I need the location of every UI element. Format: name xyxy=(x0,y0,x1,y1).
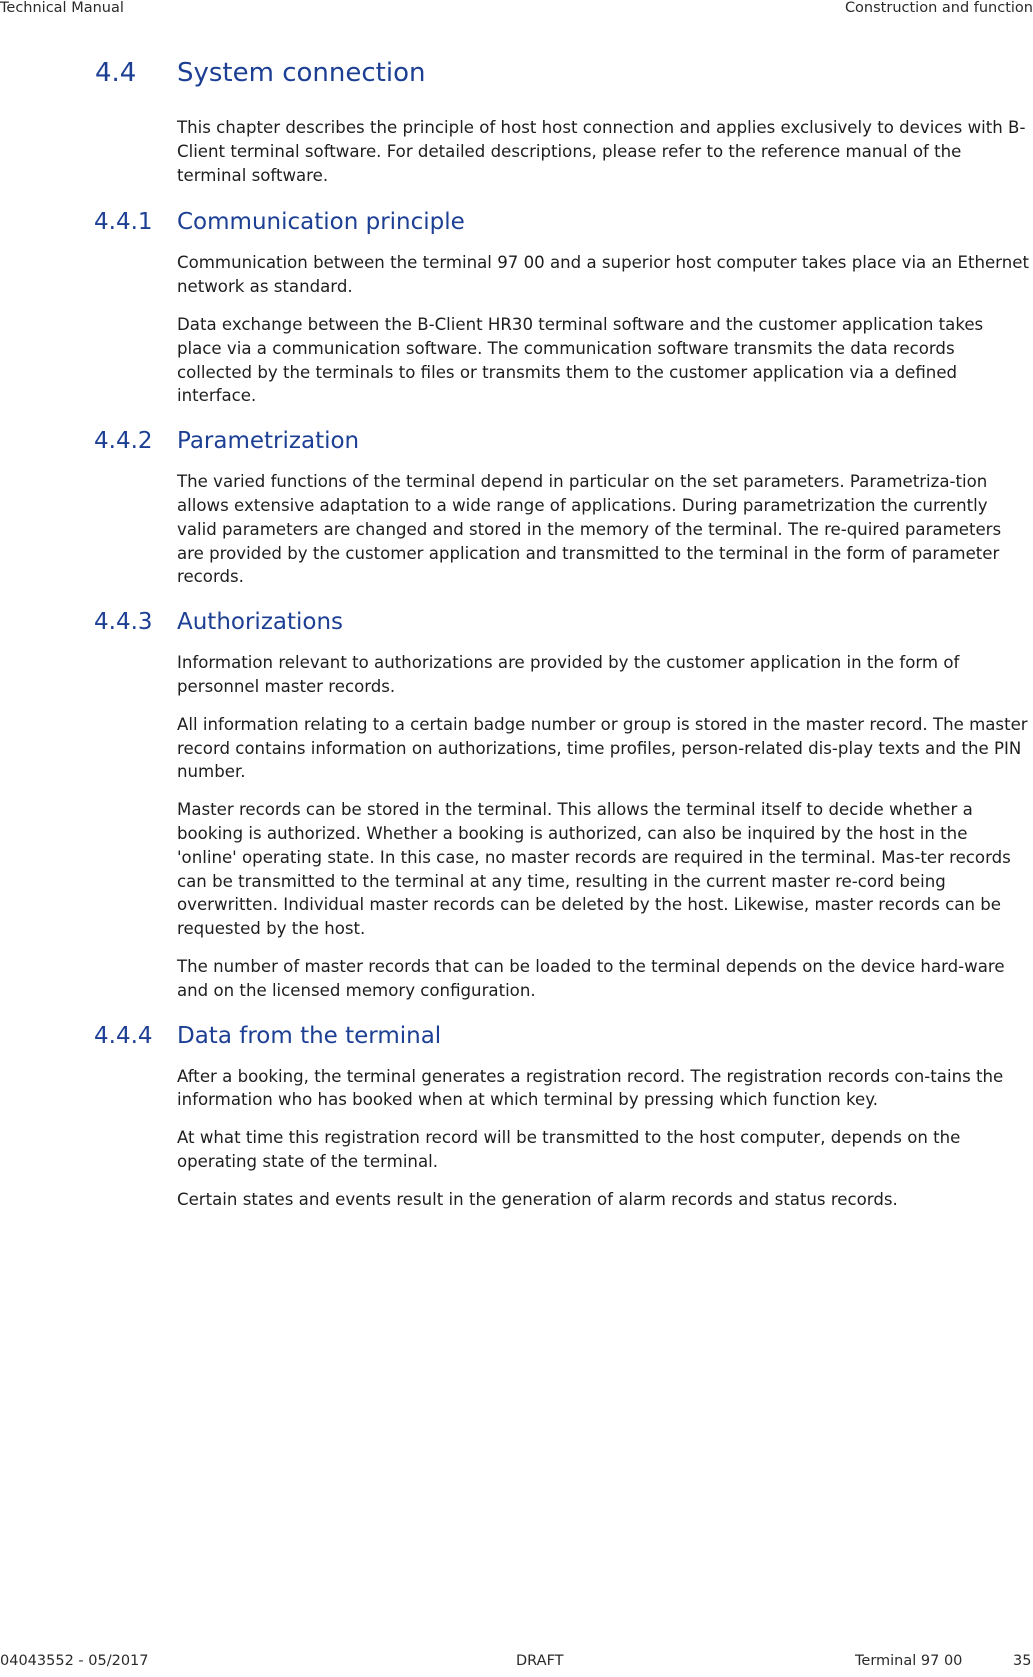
header-chapter: Construction and function xyxy=(844,0,1033,16)
paragraph: This chapter describes the principle of host host connection and applies exclusively to devices with B-Client terminal software. For detailed descriptions, please refer to the reference manual of the terminal software. xyxy=(177,118,1026,185)
paragraph: At what time this registration record will be transmitted to the host computer, depends on the operating state of the terminal. xyxy=(177,1128,961,1171)
paragraph: After a booking, the terminal generates a registration record. The registration records con-tains the information who has booked when at which terminal by pressing which function key. xyxy=(177,1066,1004,1110)
section-system-connection xyxy=(0,58,1033,187)
section-number: 4.4.3 xyxy=(94,609,153,636)
section-body xyxy=(177,116,1032,187)
section-heading xyxy=(0,609,1033,649)
section-body xyxy=(177,251,1032,408)
section-number: 4.4.4 xyxy=(94,1022,153,1049)
section-data-from-terminal xyxy=(0,1023,1033,1212)
section-title: Communication principle xyxy=(177,209,465,236)
section-number: 4.4.2 xyxy=(94,428,153,455)
section-heading xyxy=(0,209,1033,249)
section-heading xyxy=(0,58,1033,98)
section-title: Parametrization xyxy=(177,428,360,455)
page-footer xyxy=(0,1653,1033,1677)
paragraph: Master records can be stored in the terminal. This allows the terminal itself to decide whether a booking is authorized. Whether a booking is authorized, can also be inquired by the host in the 'online' operating state. In this case, no master records are required in the terminal. Mas-ter records can be transmitted to the terminal at any time, resulting in the current master re-cord being overwritten. Individual master records can be deleted by the host. Likewise, master records can be requested by the host. xyxy=(177,800,1011,939)
section-number: 4.4.1 xyxy=(94,209,153,236)
header-doc-type: Technical Manual xyxy=(0,0,124,16)
page-number: 35 xyxy=(1013,1653,1032,1669)
section-title: System connection xyxy=(177,58,426,88)
section-body xyxy=(177,1065,1032,1212)
section-authorizations xyxy=(0,609,1033,1002)
paragraph: The varied functions of the terminal depend in particular on the set parameters. Parametriza-tion allows extensive adaptation to a wide range of applications. During parametrization the currently valid parameters are changed and stored in the memory of the terminal. The re-quired parameters are provided by the customer application and transmitted to the terminal in the form of parameter records. xyxy=(177,472,1002,587)
paragraph: Data exchange between the B-Client HR30 terminal software and the customer application takes place via a communication software. The communication software transmits the data records collected by the terminals to files or transmits them to the customer application via a defined interface. xyxy=(177,314,984,406)
paragraph: All information relating to a certain badge number or group is stored in the master record. The master record contains information on authorizations, time profiles, person-related dis-play texts and the PIN number. xyxy=(177,714,1028,782)
section-number: 4.4 xyxy=(95,58,137,88)
paragraph: The number of master records that can be loaded to the terminal depends on the device hard-ware and on the licensed memory configuration. xyxy=(177,956,1005,1000)
paragraph: Certain states and events result in the generation of alarm records and status records. xyxy=(177,1189,898,1209)
section-communication-principle xyxy=(0,209,1033,408)
page-header xyxy=(0,0,1033,20)
footer-status: DRAFT xyxy=(516,1653,564,1669)
footer-product: Terminal 97 00 xyxy=(855,1653,963,1669)
section-heading xyxy=(0,1023,1033,1063)
page-content xyxy=(0,58,1033,1226)
footer-doc-number: 04043552 - 05/2017 xyxy=(0,1653,149,1669)
section-body xyxy=(177,470,1032,589)
section-title: Data from the terminal xyxy=(177,1022,442,1049)
section-title: Authorizations xyxy=(177,609,344,636)
paragraph: Information relevant to authorizations are provided by the customer application in the form of personnel master records. xyxy=(177,653,960,696)
paragraph: Communication between the terminal 97 00 and a superior host computer takes place via an Ethernet network as standard. xyxy=(177,253,1029,297)
section-parametrization xyxy=(0,428,1033,589)
section-heading xyxy=(0,428,1033,468)
section-body xyxy=(177,651,1032,1002)
